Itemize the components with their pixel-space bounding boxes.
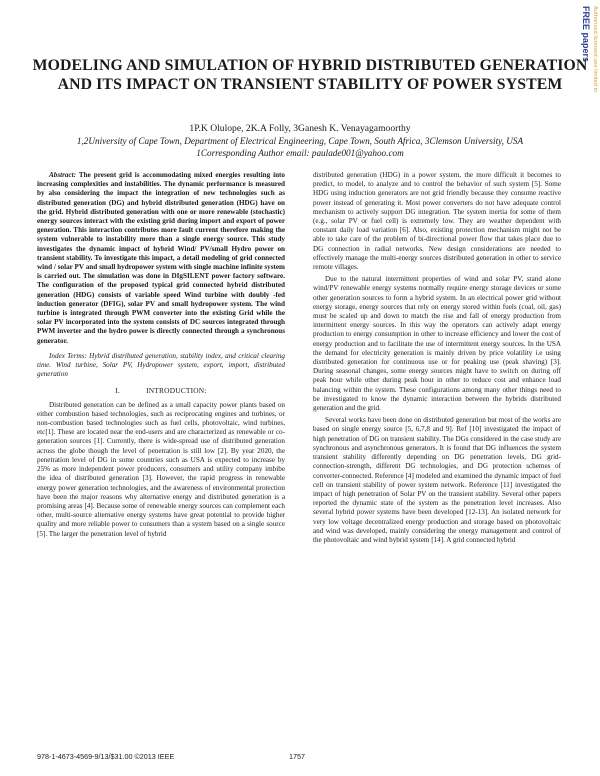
watermark-brand-text: FREE papers [581, 6, 591, 63]
index-terms [37, 352, 285, 380]
paper-title: MODELING AND SIMULATION OF HYBRID DISTRIBUTED GENERATION AND ITS IMPACT ON TRANSIENT STABILITY OF POWER SYSTEM [32, 57, 588, 93]
abstract-text: The present grid is accommodating mixed energies resulting into increasing complexities and instabilities. The dynamic performance is measured by also considering the impact the integration of new technologies such as distributed generation (DG) and hybrid distributed generation (HDG) have on the grid. Hybrid distributed generation with one or more renewable (stochastic) energy sources interact with the existing grid during import and export of power generation. This interaction contributes more fault current therefore making the system vulnerable to instability more than a single energy source. This study investigates the dynamic impact of hybrid Wind/ PV/small Hydro power on transient stability. To investigate this impact, a detail modeling of grid connected wind / solar PV and small hydropower system with single machine infinite system is carried out. The simulation was done in DIgSILENT power factory software. The configuration of the proposed typical grid connected hybrid distributed generation (HDG) consists of variable speed Wind turbine with doubly -fed induction generator (DFIG), solar PV and small hydropower system. The wind turbine is integrated through PWM converter into the existing Grid while the solar PV incorporated into the system consists of DC sources integrated through PWM inverter and the hydro power is directly connected through a synchronous generator. [37, 171, 285, 345]
author-list: 1P.K Olulope, 2K.A Folly, 3Ganesh K. Venayagamoorthy [189, 123, 411, 134]
right-paragraph-2: Due to the natural intermittent properties of wind and solar PV, stand alone wind/PV renewable energy systems normally require energy storage devices or some other generation sources to form a hybrid system. In an electrical power grid without energy storage, energy sources that rely on energy stored within fuels (coal, oil, gas) must be scaled up and down to match the rise and fall of energy production from intermittent energy sources. In this way the operators can actively adapt energy production to energy consumption in other to increase efficiency and lower the cost of energy production and to facilitate the use of intermittent energy sources. In the USA the demand for electricity generation is mainly driven by price volatility i.e using distributed generation for continuous use or for peaking use (peak shaving) [3]. During seasonal changes, some energy sources might have to switch on during off peak hour while other during peak hour in other to reduce cost and enhance load balancing within the system. These configurations among many other things need to be investigated to know the dynamic interaction between the hybrids distributed generation and the grid. [313, 275, 561, 413]
section-number: I. [115, 386, 121, 396]
right-paragraph-3: Several works have been done on distributed generation but most of the works are based on single energy source [5, 6,7,8 and 9]. Ref [10] investigated the impact of high penetration of DG on transient stability. The DGs considered in the case study are synchronous and asynchronous generators. It is found that DG influences the system transient stability differently depending on DG penetration levels, DG grid- connection-strength, different DG technologies, and DG protection schemes of converter-connected. Reference [4] modeled and examined the dynamic impact of fuel cell on transient stability of power system network. Reference [11] investigated the impact of high penetration of Solar PV on the transient stability. Several other papers reported the dynamic state of the system as the penetration level increases. Also several hybrid power systems have been developed [12-13]. An isolated network for very low voltage decentralized energy production and storage based on photovoltaic and wind was developed, mainly considering the energy management and control of the photovoltaic and wind hybrid system [14]. A grid connected hybrid [313, 416, 561, 544]
section-title: INTRODUCTION: [146, 386, 207, 396]
author-affiliation: 1,2University of Cape Town, Department of Electrical Engineering, Cape Town, South Africa, 3Clemson University, USA [76, 136, 524, 146]
right-paragraph-1: distributed generation (HDG) in a power system, the more difficult it becomes to predict, to model, to analyze and to control the behavior of such system [5]. Some HDG using induction generators are not grid friendly because they consume reactive power instead of generating it. Most power converters do not have adequate control mechanism to actively support DG integration. The system inertia for some of them (e.g., solar PV or fuel cell) is extremely low. They are weather dependent with constant daily load variation [6]. Also, existing protection mechanism might not be able to take care of the problem of bi-directional power flow that takes place due to DG connection in radial networks. New design considerations are needed to effectively manage the multi-energy sources distributed generation in other to service remote villages. [313, 171, 561, 272]
abstract [37, 171, 285, 346]
intro-paragraph-1: Distributed generation can be defined as a small capacity power plants based on either combustion based technologies, such as reciprocating engines and turbines, or non-combustion based technologies such as fuel cells, photovoltaic, wind turbines, etc[1]. These are located near the end-users and are characterized as renewable or co-generation sources [1]. Currently, there is wide-spread use of distributed generation across the globe though the level of penetration is still low [2]. By year 2020, the penetration level of DG in some countries such as USA is expected to increase by 25% as more independent power producers, consumers and utility company imbibe the idea of distributed generation [3]. However, the rapid progress in renewable energy power generation technologies, and the awareness of environmental protection have been the major reasons why alternative energy and distributed generation is a promising areas [4]. Because some of renewable energy sources can complement each other, multi-source alternative energy systems have great potential to provide higher quality and more reliable power to consumers than a system based on a single source [5]. The larger the penetration level of hybrid [37, 400, 285, 538]
section-heading-introduction [37, 386, 285, 395]
watermark-license-text: Authorized licensed use limited to [592, 6, 598, 93]
corresponding-author: 1Corresponding Author email: paulade001@yahoo.com [196, 148, 404, 158]
index-terms-text: Hybrid distributed generation, stability index, and critical clearing time. Wind turbine, Solar PV, Hydropower system, export, import, distributed generation [37, 351, 285, 379]
abstract-label: Abstract: [49, 171, 76, 179]
right-column [313, 171, 561, 545]
left-column [37, 171, 285, 539]
footer-isbn: 978-1-4673-4569-9/13/$31.00 ©2013 IEEE [37, 752, 175, 761]
footer-page-number: 1757 [289, 752, 305, 761]
index-terms-label: Index Terms: [49, 351, 87, 360]
